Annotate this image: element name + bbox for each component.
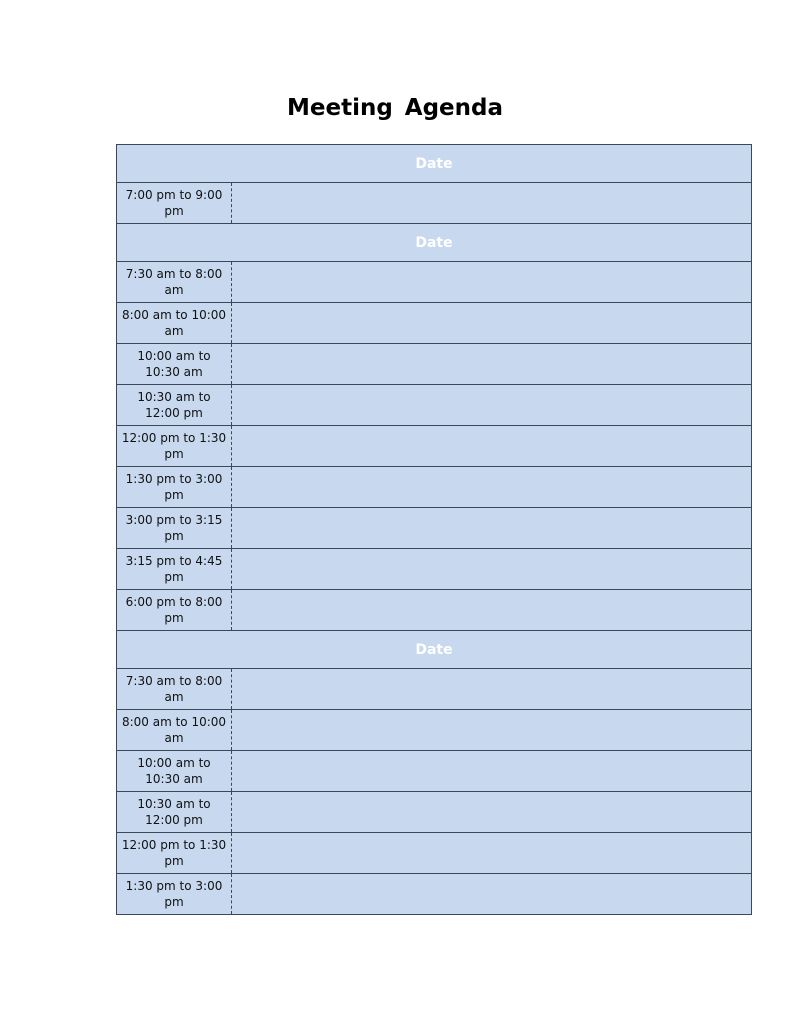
agenda-item-cell bbox=[232, 669, 751, 709]
page-title: Meeting Agenda bbox=[286, 95, 504, 121]
time-slot: 1:30 pm to 3:00 pm bbox=[117, 467, 232, 507]
agenda-slot-row bbox=[117, 750, 751, 791]
agenda-slot-row bbox=[117, 589, 751, 630]
agenda-item-cell bbox=[232, 508, 751, 548]
time-slot: 10:00 am to 10:30 am bbox=[117, 751, 232, 791]
agenda-slot-row bbox=[117, 791, 751, 832]
agenda-slot-row bbox=[117, 302, 751, 343]
agenda-item-cell bbox=[232, 792, 751, 832]
agenda-slot-row bbox=[117, 709, 751, 750]
agenda-item-cell bbox=[232, 467, 751, 507]
time-slot: 8:00 am to 10:00 am bbox=[117, 710, 232, 750]
agenda-table bbox=[116, 144, 752, 915]
time-slot: 1:30 pm to 3:00 pm bbox=[117, 874, 232, 914]
agenda-item-cell bbox=[232, 590, 751, 630]
time-slot: 10:30 am to 12:00 pm bbox=[117, 792, 232, 832]
time-slot: 3:15 pm to 4:45 pm bbox=[117, 549, 232, 589]
agenda-item-cell bbox=[232, 183, 751, 223]
time-slot: 7:30 am to 8:00 am bbox=[117, 262, 232, 302]
agenda-item-cell bbox=[232, 874, 751, 914]
agenda-item-cell bbox=[232, 710, 751, 750]
agenda-slot-row bbox=[117, 873, 751, 914]
time-slot: 7:30 am to 8:00 am bbox=[117, 669, 232, 709]
agenda-slot-row bbox=[117, 182, 751, 223]
agenda-item-cell bbox=[232, 385, 751, 425]
time-slot: 3:00 pm to 3:15 pm bbox=[117, 508, 232, 548]
agenda-item-cell bbox=[232, 262, 751, 302]
agenda-slot-row bbox=[117, 668, 751, 709]
time-slot: 6:00 pm to 8:00 pm bbox=[117, 590, 232, 630]
time-slot: 12:00 pm to 1:30 pm bbox=[117, 426, 232, 466]
agenda-slot-row bbox=[117, 507, 751, 548]
time-slot: 12:00 pm to 1:30 pm bbox=[117, 833, 232, 873]
agenda-slot-row bbox=[117, 343, 751, 384]
time-slot: 10:30 am to 12:00 pm bbox=[117, 385, 232, 425]
agenda-item-cell bbox=[232, 344, 751, 384]
time-slot: 8:00 am to 10:00 am bbox=[117, 303, 232, 343]
agenda-slot-row bbox=[117, 832, 751, 873]
agenda-slot-row bbox=[117, 466, 751, 507]
agenda-item-cell bbox=[232, 303, 751, 343]
agenda-item-cell bbox=[232, 426, 751, 466]
agenda-item-cell bbox=[232, 833, 751, 873]
date-header-row bbox=[117, 630, 751, 668]
agenda-slot-row bbox=[117, 261, 751, 302]
agenda-slot-row bbox=[117, 548, 751, 589]
time-slot: 7:00 pm to 9:00 pm bbox=[117, 183, 232, 223]
date-label: Date bbox=[415, 641, 453, 658]
agenda-slot-row bbox=[117, 425, 751, 466]
agenda-slot-row bbox=[117, 384, 751, 425]
date-label: Date bbox=[415, 234, 453, 251]
date-header-row bbox=[117, 223, 751, 261]
time-slot: 10:00 am to 10:30 am bbox=[117, 344, 232, 384]
agenda-item-cell bbox=[232, 751, 751, 791]
agenda-item-cell bbox=[232, 549, 751, 589]
date-label: Date bbox=[415, 155, 453, 172]
date-header-row bbox=[117, 145, 751, 182]
